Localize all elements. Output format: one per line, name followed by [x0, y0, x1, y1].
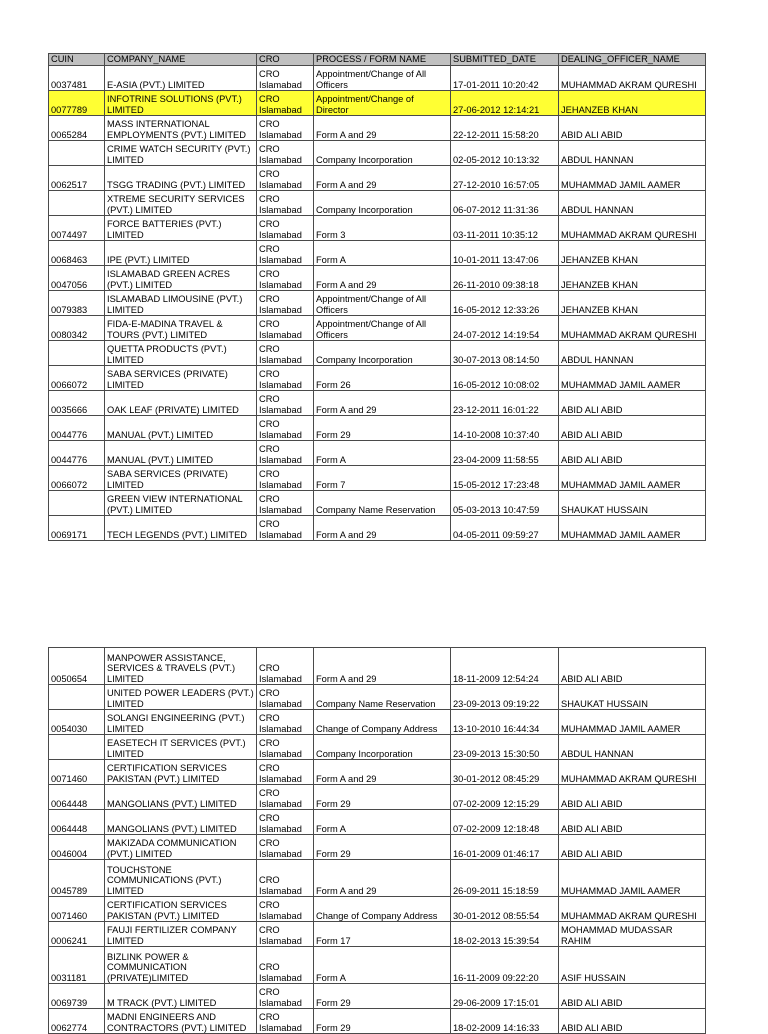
cuin-cell: 0071460: [49, 897, 105, 922]
cuin-cell: 0069739: [49, 984, 105, 1009]
process-cell: Change of Company Address: [314, 710, 451, 735]
cro-cell: CRO Islamabad: [257, 860, 314, 897]
dealing-officer-cell: ABDUL HANNAN: [559, 141, 706, 166]
cro-cell: CRO Islamabad: [257, 416, 314, 441]
company-name-cell: GREEN VIEW INTERNATIONAL (PVT.) LIMITED: [105, 491, 257, 516]
table-row: [49, 466, 706, 491]
table-row: [49, 316, 706, 341]
submitted-date-cell: 23-09-2013 09:19:22: [451, 685, 559, 710]
process-cell: Form 29: [314, 416, 451, 441]
process-cell: Form A: [314, 947, 451, 984]
dealing-officer-cell: MUHAMMAD AKRAM QURESHI: [559, 216, 706, 241]
dealing-officer-cell: SHAUKAT HUSSAIN: [559, 491, 706, 516]
process-cell: Appointment/Change of Director: [314, 91, 451, 116]
cro-cell: CRO Islamabad: [257, 216, 314, 241]
process-cell: Form A: [314, 441, 451, 466]
process-cell: Form 3: [314, 216, 451, 241]
cro-cell: CRO Islamabad: [257, 491, 314, 516]
cuin-cell: 0079383: [49, 291, 105, 316]
dealing-officer-cell: MUHAMMAD JAMIL AAMER: [559, 710, 706, 735]
header-cro: CRO: [257, 54, 314, 66]
submitted-date-cell: 29-06-2009 17:15:01: [451, 984, 559, 1009]
cro-cell: CRO Islamabad: [257, 166, 314, 191]
submitted-date-cell: 18-11-2009 12:54:24: [451, 648, 559, 685]
submitted-date-cell: 10-01-2011 13:47:06: [451, 241, 559, 266]
table-row: [49, 116, 706, 141]
submitted-date-cell: 16-05-2012 12:33:26: [451, 291, 559, 316]
submitted-date-cell: 22-12-2011 15:58:20: [451, 116, 559, 141]
table-row: [49, 66, 706, 91]
cro-cell: CRO Islamabad: [257, 241, 314, 266]
table-row: [49, 516, 706, 541]
table-row: [49, 685, 706, 710]
cuin-cell: [49, 735, 105, 760]
submitted-date-cell: 15-05-2012 17:23:48: [451, 466, 559, 491]
company-name-cell: E-ASIA (PVT.) LIMITED: [105, 66, 257, 91]
process-cell: Form 29: [314, 1009, 451, 1034]
cro-cell: CRO Islamabad: [257, 141, 314, 166]
process-cell: Form 29: [314, 785, 451, 810]
submitted-date-cell: 04-05-2011 09:59:27: [451, 516, 559, 541]
cuin-cell: 0031181: [49, 947, 105, 984]
submitted-date-cell: 23-09-2013 15:30:50: [451, 735, 559, 760]
table-row: [49, 1009, 706, 1034]
submitted-date-cell: 18-02-2013 15:39:54: [451, 922, 559, 947]
company-name-cell: MANUAL (PVT.) LIMITED: [105, 441, 257, 466]
cuin-cell: [49, 685, 105, 710]
cro-cell: CRO Islamabad: [257, 835, 314, 860]
cro-cell: CRO Islamabad: [257, 984, 314, 1009]
cuin-cell: 0062774: [49, 1009, 105, 1034]
company-name-cell: MADNI ENGINEERS AND CONTRACTORS (PVT.) LIMITED: [105, 1009, 257, 1034]
process-cell: Appointment/Change of All Officers: [314, 291, 451, 316]
table-row: [49, 366, 706, 391]
dealing-officer-cell: SHAUKAT HUSSAIN: [559, 685, 706, 710]
company-name-cell: IPE (PVT.) LIMITED: [105, 241, 257, 266]
header-process: PROCESS / FORM NAME: [314, 54, 451, 66]
cuin-cell: [49, 191, 105, 216]
dealing-officer-cell: MUHAMMAD AKRAM QURESHI: [559, 316, 706, 341]
company-name-cell: ISLAMABAD GREEN ACRES (PVT.) LIMITED: [105, 266, 257, 291]
cro-cell: CRO Islamabad: [257, 685, 314, 710]
process-cell: Company Incorporation: [314, 735, 451, 760]
cuin-cell: 0046004: [49, 835, 105, 860]
process-cell: Form A and 29: [314, 266, 451, 291]
dealing-officer-cell: MUHAMMAD JAMIL AAMER: [559, 366, 706, 391]
cuin-cell: 0035666: [49, 391, 105, 416]
dealing-officer-cell: MOHAMMAD MUDASSAR RAHIM: [559, 922, 706, 947]
table-row: [49, 141, 706, 166]
cuin-cell: 0080342: [49, 316, 105, 341]
submitted-date-cell: 13-10-2010 16:44:34: [451, 710, 559, 735]
table-row: [49, 897, 706, 922]
cuin-cell: 0062517: [49, 166, 105, 191]
table-row: [49, 735, 706, 760]
cuin-cell: 0050654: [49, 648, 105, 685]
cro-cell: CRO Islamabad: [257, 66, 314, 91]
process-cell: Form A and 29: [314, 116, 451, 141]
submitted-date-cell: 23-04-2009 11:58:55: [451, 441, 559, 466]
company-name-cell: SABA SERVICES (PRIVATE) LIMITED: [105, 466, 257, 491]
dealing-officer-cell: ABID ALI ABID: [559, 1009, 706, 1034]
cuin-cell: [49, 341, 105, 366]
cuin-cell: 0044776: [49, 441, 105, 466]
submitted-date-cell: 07-02-2009 12:18:48: [451, 810, 559, 835]
cro-cell: CRO Islamabad: [257, 1009, 314, 1034]
company-name-cell: EASETECH IT SERVICES (PVT.) LIMITED: [105, 735, 257, 760]
dealing-officer-cell: ABID ALI ABID: [559, 441, 706, 466]
cro-cell: CRO Islamabad: [257, 291, 314, 316]
process-cell: Form A and 29: [314, 760, 451, 785]
company-name-cell: QUETTA PRODUCTS (PVT.) LIMITED: [105, 341, 257, 366]
process-cell: Change of Company Address: [314, 897, 451, 922]
company-name-cell: MASS INTERNATIONAL EMPLOYMENTS (PVT.) LIMITED: [105, 116, 257, 141]
table-row: [49, 860, 706, 897]
cro-cell: CRO Islamabad: [257, 466, 314, 491]
table-row: [49, 984, 706, 1009]
dealing-officer-cell: ABDUL HANNAN: [559, 191, 706, 216]
company-name-cell: TSGG TRADING (PVT.) LIMITED: [105, 166, 257, 191]
dealing-officer-cell: ABID ALI ABID: [559, 835, 706, 860]
cro-cell: CRO Islamabad: [257, 710, 314, 735]
process-cell: Form A and 29: [314, 516, 451, 541]
header-cuin: CUIN: [49, 54, 105, 66]
cro-cell: CRO Islamabad: [257, 191, 314, 216]
submitted-date-cell: 30-01-2012 08:45:29: [451, 760, 559, 785]
process-cell: Company Name Reservation: [314, 491, 451, 516]
cro-cell: CRO Islamabad: [257, 316, 314, 341]
submitted-date-cell: 26-09-2011 15:18:59: [451, 860, 559, 897]
process-cell: Form 17: [314, 922, 451, 947]
company-name-cell: TECH LEGENDS (PVT.) LIMITED: [105, 516, 257, 541]
dealing-officer-cell: ABID ALI ABID: [559, 116, 706, 141]
cuin-cell: 0077789: [49, 91, 105, 116]
cro-cell: CRO Islamabad: [257, 266, 314, 291]
cuin-cell: 0037481: [49, 66, 105, 91]
table-row: [49, 216, 706, 241]
process-cell: Appointment/Change of All Officers: [314, 316, 451, 341]
cro-cell: CRO Islamabad: [257, 391, 314, 416]
dealing-officer-cell: ABID ALI ABID: [559, 810, 706, 835]
submitted-date-cell: 06-07-2012 11:31:36: [451, 191, 559, 216]
table-row: [49, 710, 706, 735]
company-name-cell: UNITED POWER LEADERS (PVT.) LIMITED: [105, 685, 257, 710]
cro-cell: CRO Islamabad: [257, 897, 314, 922]
company-name-cell: SOLANGI ENGINEERING (PVT.) LIMITED: [105, 710, 257, 735]
submitted-date-cell: 18-02-2009 14:16:33: [451, 1009, 559, 1034]
table-row: [49, 91, 706, 116]
table-row: [49, 266, 706, 291]
company-name-cell: BIZLINK POWER & COMMUNICATION (PRIVATE)LIMITED: [105, 947, 257, 984]
cro-cell: CRO Islamabad: [257, 648, 314, 685]
table-row: [49, 760, 706, 785]
cuin-cell: 0064448: [49, 785, 105, 810]
process-cell: Form 7: [314, 466, 451, 491]
table-row: [49, 391, 706, 416]
company-name-cell: CERTIFICATION SERVICES PAKISTAN (PVT.) LIMITED: [105, 760, 257, 785]
cro-cell: CRO Islamabad: [257, 760, 314, 785]
cro-cell: CRO Islamabad: [257, 441, 314, 466]
submitted-date-cell: 05-03-2013 10:47:59: [451, 491, 559, 516]
dealing-officer-cell: ABID ALI ABID: [559, 648, 706, 685]
table-row: [49, 191, 706, 216]
dealing-officer-cell: MUHAMMAD AKRAM QURESHI: [559, 760, 706, 785]
process-cell: Form 29: [314, 984, 451, 1009]
company-name-cell: FORCE BATTERIES (PVT.) LIMITED: [105, 216, 257, 241]
header-dealing-officer: DEALING_OFFICER_NAME: [559, 54, 706, 66]
table-row: [49, 441, 706, 466]
cuin-cell: [49, 141, 105, 166]
submitted-date-cell: 03-11-2011 10:35:12: [451, 216, 559, 241]
company-name-cell: MANPOWER ASSISTANCE, SERVICES & TRAVELS (PVT.) LIMITED: [105, 648, 257, 685]
company-name-cell: MANUAL (PVT.) LIMITED: [105, 416, 257, 441]
submitted-date-cell: 24-07-2012 14:19:54: [451, 316, 559, 341]
table-row: [49, 291, 706, 316]
cuin-cell: 0064448: [49, 810, 105, 835]
table-row: [49, 416, 706, 441]
company-name-cell: M TRACK (PVT.) LIMITED: [105, 984, 257, 1009]
table-row: [49, 785, 706, 810]
cuin-cell: 0071460: [49, 760, 105, 785]
company-name-cell: TOUCHSTONE COMMUNICATIONS (PVT.) LIMITED: [105, 860, 257, 897]
process-cell: Company Incorporation: [314, 191, 451, 216]
cro-cell: CRO Islamabad: [257, 116, 314, 141]
table-row: [49, 835, 706, 860]
submitted-date-cell: 14-10-2008 10:37:40: [451, 416, 559, 441]
header-submitted-date: SUBMITTED_DATE: [451, 54, 559, 66]
process-cell: Form 26: [314, 366, 451, 391]
dealing-officer-cell: MUHAMMAD AKRAM QURESHI: [559, 66, 706, 91]
cro-cell: CRO Islamabad: [257, 947, 314, 984]
dealing-officer-cell: ABDUL HANNAN: [559, 341, 706, 366]
registration-table-1: [48, 53, 706, 541]
submitted-date-cell: 23-12-2011 16:01:22: [451, 391, 559, 416]
submitted-date-cell: 30-01-2012 08:55:54: [451, 897, 559, 922]
cro-cell: CRO Islamabad: [257, 366, 314, 391]
process-cell: Form A: [314, 810, 451, 835]
table-row: [49, 341, 706, 366]
company-name-cell: MAKIZADA COMMUNICATION (PVT.) LIMITED: [105, 835, 257, 860]
cuin-cell: 0069171: [49, 516, 105, 541]
cro-cell: CRO Islamabad: [257, 735, 314, 760]
cro-cell: CRO Islamabad: [257, 91, 314, 116]
cuin-cell: 0045789: [49, 860, 105, 897]
table-row: [49, 922, 706, 947]
table-row: [49, 491, 706, 516]
table-row: [49, 648, 706, 685]
dealing-officer-cell: JEHANZEB KHAN: [559, 241, 706, 266]
dealing-officer-cell: MUHAMMAD JAMIL AAMER: [559, 516, 706, 541]
dealing-officer-cell: MUHAMMAD AKRAM QURESHI: [559, 897, 706, 922]
header-row: [49, 54, 706, 66]
company-name-cell: XTREME SECURITY SERVICES (PVT.) LIMITED: [105, 191, 257, 216]
process-cell: Form 29: [314, 835, 451, 860]
dealing-officer-cell: MUHAMMAD JAMIL AAMER: [559, 860, 706, 897]
cro-cell: CRO Islamabad: [257, 810, 314, 835]
company-name-cell: FIDA-E-MADINA TRAVEL & TOURS (PVT.) LIMITED: [105, 316, 257, 341]
cuin-cell: 0047056: [49, 266, 105, 291]
cuin-cell: 0065284: [49, 116, 105, 141]
cuin-cell: 0044776: [49, 416, 105, 441]
cuin-cell: 0066072: [49, 466, 105, 491]
cuin-cell: [49, 491, 105, 516]
company-name-cell: INFOTRINE SOLUTIONS (PVT.) LIMITED: [105, 91, 257, 116]
company-name-cell: ISLAMABAD LIMOUSINE (PVT.) LIMITED: [105, 291, 257, 316]
dealing-officer-cell: JEHANZEB KHAN: [559, 266, 706, 291]
process-cell: Form A and 29: [314, 860, 451, 897]
process-cell: Form A: [314, 241, 451, 266]
dealing-officer-cell: JEHANZEB KHAN: [559, 91, 706, 116]
table-row: [49, 166, 706, 191]
process-cell: Company Incorporation: [314, 341, 451, 366]
process-cell: Form A and 29: [314, 648, 451, 685]
dealing-officer-cell: ABID ALI ABID: [559, 416, 706, 441]
submitted-date-cell: 30-07-2013 08:14:50: [451, 341, 559, 366]
company-name-cell: FAUJI FERTILIZER COMPANY LIMITED: [105, 922, 257, 947]
process-cell: Company Name Reservation: [314, 685, 451, 710]
cuin-cell: 0068463: [49, 241, 105, 266]
process-cell: Form A and 29: [314, 166, 451, 191]
dealing-officer-cell: MUHAMMAD JAMIL AAMER: [559, 466, 706, 491]
table-row: [49, 947, 706, 984]
cuin-cell: 0074497: [49, 216, 105, 241]
dealing-officer-cell: ASIF HUSSAIN: [559, 947, 706, 984]
submitted-date-cell: 02-05-2012 10:13:32: [451, 141, 559, 166]
submitted-date-cell: 17-01-2011 10:20:42: [451, 66, 559, 91]
submitted-date-cell: 16-05-2012 10:08:02: [451, 366, 559, 391]
cuin-cell: 0054030: [49, 710, 105, 735]
dealing-officer-cell: ABID ALI ABID: [559, 785, 706, 810]
company-name-cell: MANGOLIANS (PVT.) LIMITED: [105, 785, 257, 810]
cuin-cell: 0006241: [49, 922, 105, 947]
process-cell: Appointment/Change of All Officers: [314, 66, 451, 91]
submitted-date-cell: 27-12-2010 16:57:05: [451, 166, 559, 191]
company-name-cell: CRIME WATCH SECURITY (PVT.) LIMITED: [105, 141, 257, 166]
submitted-date-cell: 16-01-2009 01:46:17: [451, 835, 559, 860]
submitted-date-cell: 07-02-2009 12:15:29: [451, 785, 559, 810]
submitted-date-cell: 16-11-2009 09:22:20: [451, 947, 559, 984]
process-cell: Form A and 29: [314, 391, 451, 416]
cro-cell: CRO Islamabad: [257, 922, 314, 947]
cro-cell: CRO Islamabad: [257, 341, 314, 366]
company-name-cell: OAK LEAF (PRIVATE) LIMITED: [105, 391, 257, 416]
process-cell: Company Incorporation: [314, 141, 451, 166]
dealing-officer-cell: ABDUL HANNAN: [559, 735, 706, 760]
dealing-officer-cell: ABID ALI ABID: [559, 391, 706, 416]
cro-cell: CRO Islamabad: [257, 516, 314, 541]
dealing-officer-cell: JEHANZEB KHAN: [559, 291, 706, 316]
submitted-date-cell: 26-11-2010 09:38:18: [451, 266, 559, 291]
dealing-officer-cell: MUHAMMAD JAMIL AAMER: [559, 166, 706, 191]
header-company-name: COMPANY_NAME: [105, 54, 257, 66]
company-name-cell: CERTIFICATION SERVICES PAKISTAN (PVT.) LIMITED: [105, 897, 257, 922]
company-name-cell: MANGOLIANS (PVT.) LIMITED: [105, 810, 257, 835]
table-row: [49, 810, 706, 835]
company-name-cell: SABA SERVICES (PRIVATE) LIMITED: [105, 366, 257, 391]
registration-table-2: [48, 647, 706, 1034]
dealing-officer-cell: ABID ALI ABID: [559, 984, 706, 1009]
cuin-cell: 0066072: [49, 366, 105, 391]
submitted-date-cell: 27-06-2012 12:14:21: [451, 91, 559, 116]
table-row: [49, 241, 706, 266]
cro-cell: CRO Islamabad: [257, 785, 314, 810]
